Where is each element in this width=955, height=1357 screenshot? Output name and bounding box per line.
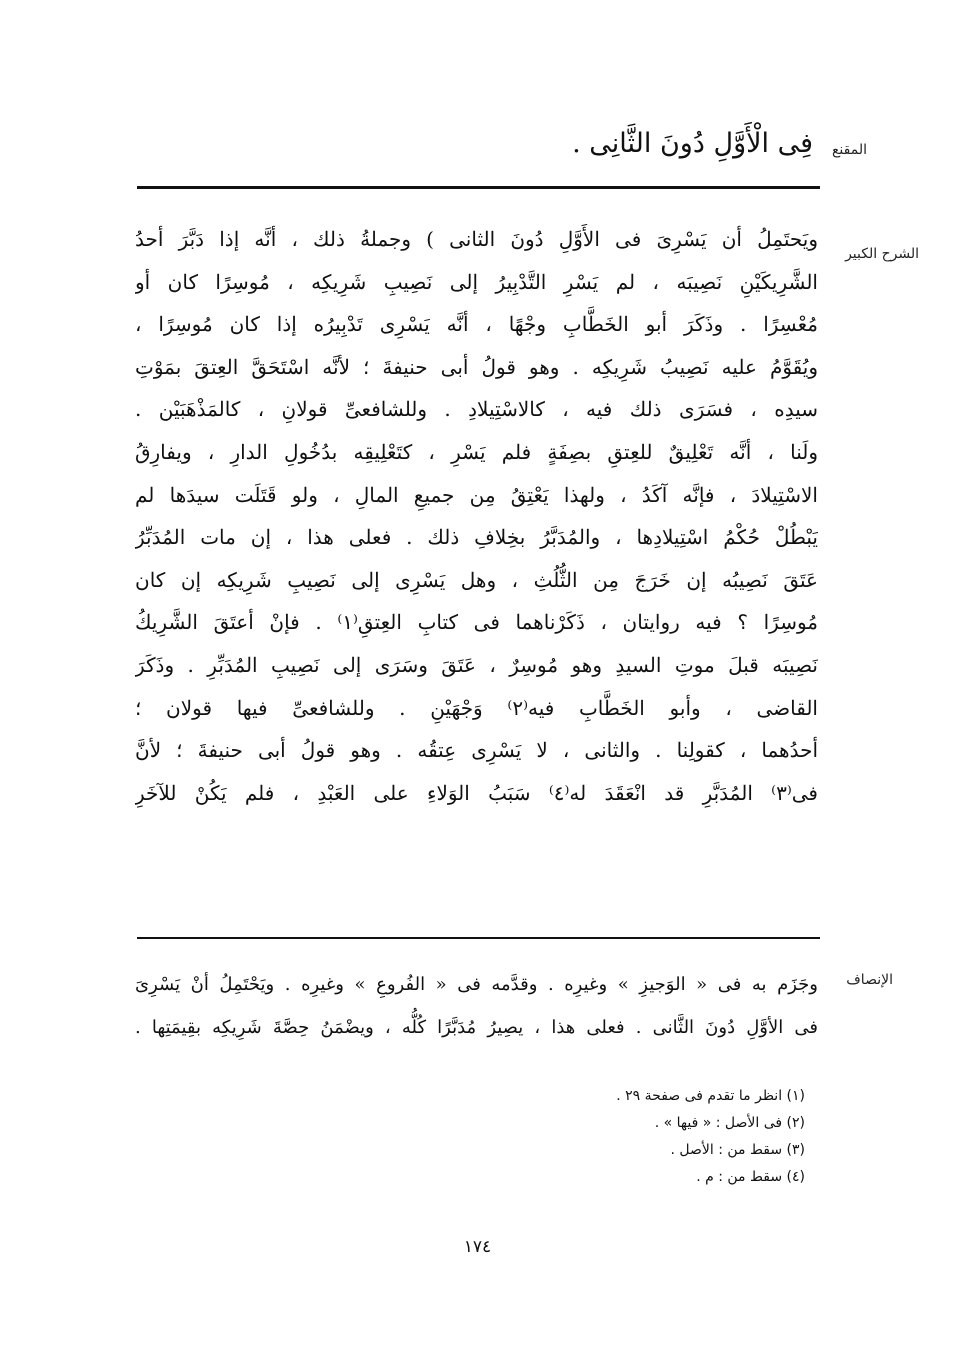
footnote: (٢) فى الأصل : « فيها » . <box>654 1115 805 1131</box>
text-line: مُوسِرًا ؟ فيه روايتان ، ذَكَرْناهما فى كتابِ العِتقِ⁽١⁾ . فإنْ أعتَقَ الشَّرِيكُ <box>135 610 818 635</box>
header-title: فِى الْأَوَّلِ دُونَ الثَّانِى . <box>572 128 813 159</box>
text-line: فى الأوَّلِ دُونَ الثَّانى . فعلى هذا ، يصِيرُ مُدَبَّرًا كُلُّه ، ويضْمَنُ حِصَّةَ شَرِيكِه بقِيمَتِها . <box>135 1017 818 1038</box>
text-line: الاسْتِيلادَ ، فإنَّه آكَدُ ، ولهذا يَعْتِقُ مِن جميعِ المالِ ، ولو قَتَلَت سيدَها لم <box>135 482 818 507</box>
text-line: يَبْطُلْ حُكْمُ اسْتِيلادِها ، والمُدَبَّرُ بخِلافِ ذلك . فعلى هذا ، إن مات المُدَبِّرُ <box>135 525 818 550</box>
footnote: (٤) سقط من : م . <box>696 1169 805 1185</box>
insaf-text-block <box>135 963 818 1049</box>
section-divider <box>137 937 820 939</box>
text-line: عَتَقَ نَصِيبُه إن خَرَجَ مِن الثُّلُثِ ، وهل يَسْرِى إلى نَصِيبِ شَرِيكِه إن كان <box>135 567 818 592</box>
text-line: فى⁽٣⁾ المُدَبَّرِ قد انْعَقَدَ له⁽٤⁾ سَبَبُ الوَلاءِ على العَبْدِ ، فلم يَكُنْ للآخَرِ <box>135 780 818 805</box>
text-line: الشَّرِيكَيْنِ نَصِيبَه ، لم يَسْرِ التَّدْبِيرُ إلى نَصِيبِ شَرِيكِه ، مُوسِرًا كان أو <box>135 269 818 294</box>
footnote: (٣) سقط من : الأصل . <box>670 1142 805 1158</box>
footnotes <box>485 1083 805 1191</box>
footnote: (١) انظر ما تقدم فى صفحة ٢٩ . <box>616 1088 805 1104</box>
text-line: نَصِيبَه قبلَ موتِ السيدِ وهو مُوسِرٌ ، عَتَقَ وسَرَى إلى نَصِيبِ المُدَبِّرِ . وذَكَرَ <box>135 652 818 677</box>
header-divider <box>137 186 820 189</box>
text-line: القاضى ، وأبو الخَطَّابِ فيه⁽٢⁾ وَجْهَيْنِ . وللشافعىِّ فيها قولان ؛ <box>135 695 818 720</box>
sharh-text-block <box>135 218 818 814</box>
text-line: ويَحتَمِلُ أن يَسْرِىَ فى الأَوَّلِ دُونَ الثانى ) وجملةُ ذلك ، أنَّه إذا دَبَّرَ أحدُ <box>135 227 818 251</box>
header-side-label: المقنع <box>831 142 867 158</box>
page-number: ١٧٤ <box>463 1237 492 1257</box>
text-line: مُعْسِرًا . وذَكَرَ أبو الخَطَّابِ وجْهًا ، أنَّه يَسْرِى تَدْبِيرُه إذا كان مُوسِرًا ، <box>135 312 818 337</box>
text-line: وجَزَم به فى « الوَجيزِ » وغيرِه . وقدَّمه فى « الفُروعِ » وغيرِه . ويَحْتَمِلُ أنْ يَسْرِىَ <box>135 974 818 995</box>
sharh-side-label: الشرح الكبير <box>845 246 919 262</box>
text-line: أحدُهما ، كقولِنا . والثانى ، لا يَسْرِى عِتقُه . وهو قولُ أبى حنيفةَ ؛ لأنَّ <box>135 738 818 763</box>
text-line: ويُقَوَّمُ عليه نَصِيبُ شَرِيكِه . وهو قولُ أبى حنيفةَ ؛ لأنَّه اسْتَحَقَّ العِتقَ بمَوْتِ <box>135 354 818 379</box>
text-line: سيدِه ، فسَرَى ذلك فيه ، كالاسْتِيلادِ . وللشافعىِّ قولانِ ، كالمَذْهَبَيْن . <box>135 397 818 422</box>
insaf-side-label: الإنصاف <box>846 972 893 988</box>
text-line: ولَنا ، أنَّه تَعْلِيقٌ للعِتقِ بصِفَةٍ فلم يَسْرِ ، كتَعْلِيقِه بدُخُولِ الدارِ ، ويفارِقُ <box>135 439 818 464</box>
